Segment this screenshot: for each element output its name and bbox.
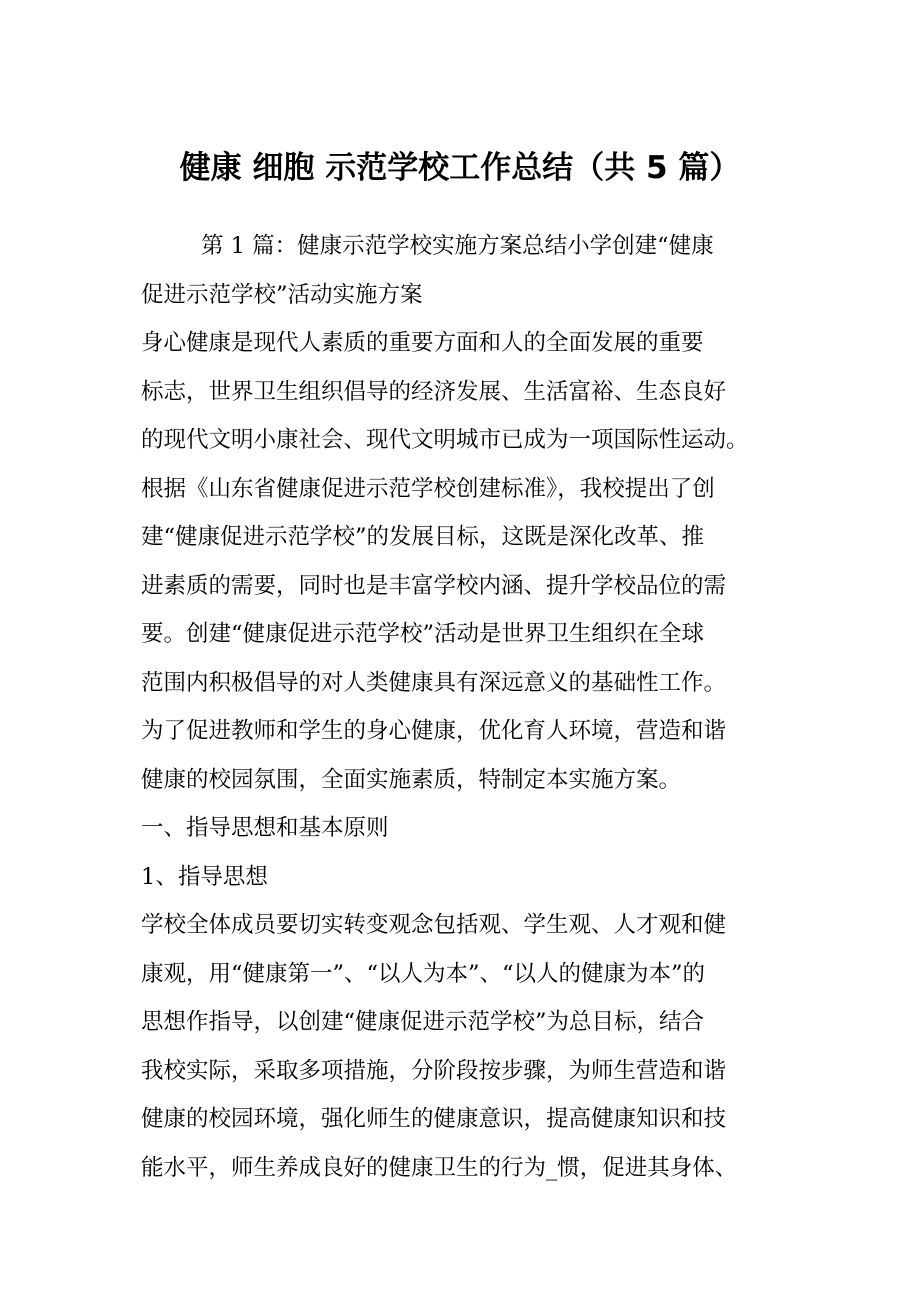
paragraph-line: 的现代文明小康社会、现代文明城市已成为一项国际性运动。	[141, 427, 749, 453]
paragraph-line: 进素质的需要，同时也是丰富学校内涵、提升学校品位的需	[141, 573, 727, 599]
section-heading: 一、指导思想和基本原则	[141, 815, 389, 841]
paragraph-line: 健康的校园环境，强化师生的健康意识，提高健康知识和技	[141, 1106, 727, 1132]
paragraph-line: 学校全体成员要切实转变观念包括观、学生观、人才观和健	[141, 912, 727, 938]
paragraph-line: 范围内积极倡导的对人类健康具有深远意义的基础性工作。	[141, 670, 727, 696]
paragraph-line: 康观，用“健康第一”、“以人为本”、“以人的健康为本”的	[141, 961, 706, 987]
paragraph-line: 身心健康是现代人素质的重要方面和人的全面发展的重要	[141, 330, 704, 356]
paragraph-line: 促进示范学校”活动实施方案	[141, 282, 423, 308]
paragraph-line: 建“健康促进示范学校”的发展目标，这既是深化改革、推	[141, 524, 705, 550]
paragraph-line: 要。创建“健康促进示范学校”活动是世界卫生组织在全球	[141, 621, 705, 647]
paragraph-line: 思想作指导，以创建“健康促进示范学校”为总目标，结合	[141, 1009, 705, 1035]
paragraph-line: 我校实际，采取多项措施，分阶段按步骤，为师生营造和谐	[141, 1058, 727, 1084]
document-title: 健康 细胞 示范学校工作总结（共 5 篇）	[179, 150, 741, 186]
paragraph-line: 能水平，师生养成良好的健康卫生的行为_惯，促进其身体、	[141, 1155, 738, 1181]
paragraph-line: 标志，世界卫生组织倡导的经济发展、生活富裕、生态良好	[141, 379, 727, 405]
subsection-heading: 1、指导思想	[141, 864, 268, 890]
paragraph-line: 第 1 篇：健康示范学校实施方案总结小学创建“健康	[201, 233, 714, 259]
paragraph-line: 健康的校园氛围，全面实施素质，特制定本实施方案。	[141, 767, 682, 793]
paragraph-line: 根据《山东省健康促进示范学校创建标准》，我校提出了创	[141, 476, 715, 502]
paragraph-line: 为了促进教师和学生的身心健康，优化育人环境，营造和谐	[141, 718, 727, 744]
